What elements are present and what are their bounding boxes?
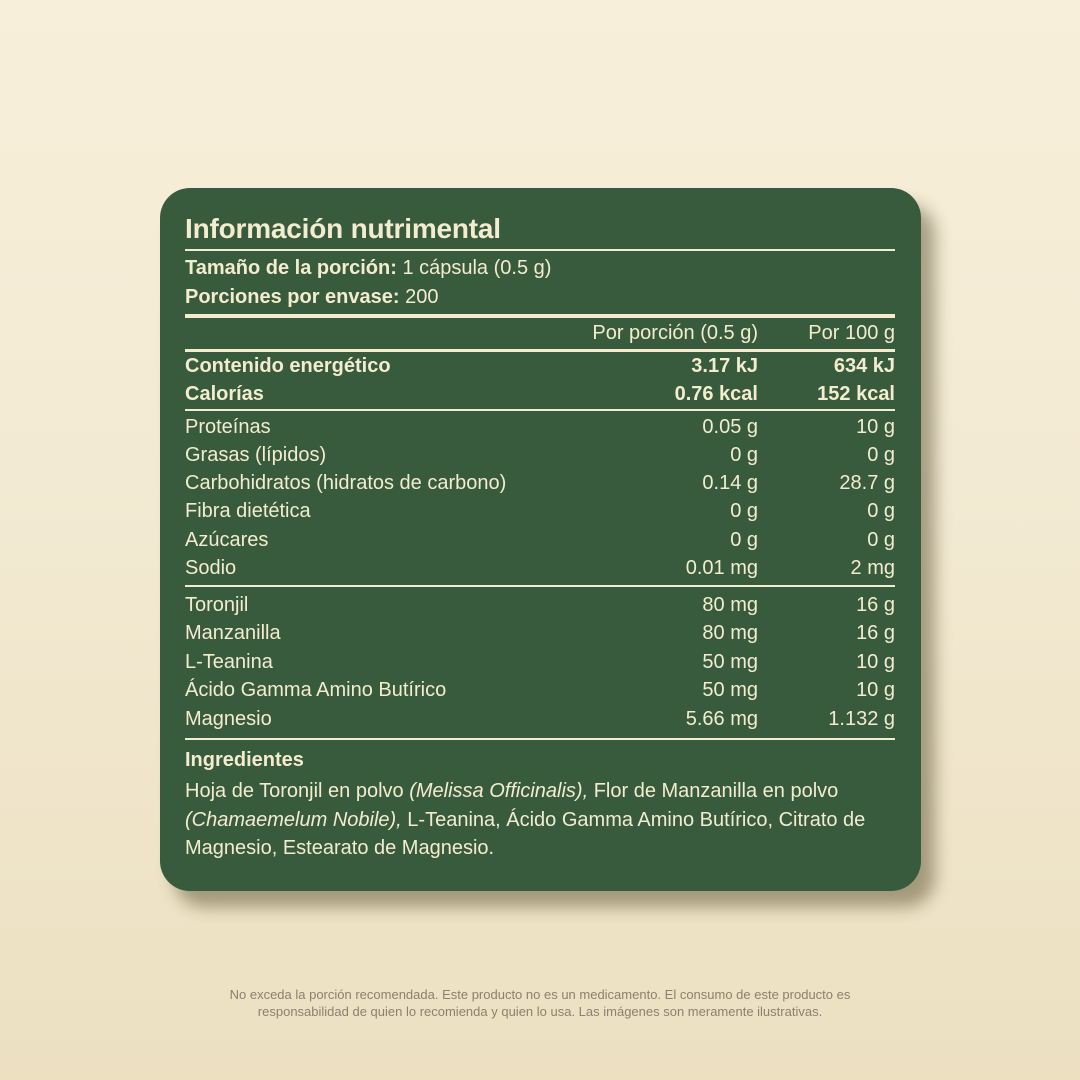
energy-row (185, 352, 895, 380)
servings-divider (185, 314, 895, 318)
nutrient-name: Sodio (185, 557, 237, 579)
nutrient-name: Fibra dietética (185, 500, 311, 522)
per-100g-value: 28.7 g (839, 472, 895, 494)
nutrient-name: L-Teanina (185, 651, 273, 673)
disclaimer-line: responsabilidad de quien lo recomienda y quien lo usa. Las imágenes son meramente ilustrativas. (257, 1004, 823, 1019)
per-serving-value: 5.66 mg (685, 708, 758, 730)
nutrient-name: Proteínas (185, 416, 271, 438)
per-100g-value: 10 g (856, 679, 895, 701)
nutrient-name: Manzanilla (185, 622, 281, 644)
per-100g-value: 10 g (856, 651, 895, 673)
per-serving-value: 0.05 g (702, 416, 758, 438)
per-serving-value: 0 g (730, 444, 758, 466)
nutrient-name: Carbohidratos (hidratos de carbono) (185, 472, 507, 494)
servings-label: Porciones por envase: (185, 286, 400, 308)
per-100g-value: 0 g (867, 444, 895, 466)
disclaimer-line: No exceda la porción recomendada. Este producto no es un medicamento. El consumo de este producto es (229, 987, 851, 1002)
nutrient-row (185, 441, 895, 469)
nutrient-row (185, 497, 895, 525)
actives-divider (185, 738, 895, 740)
per-100g-value: 634 kJ (833, 355, 895, 377)
nutrient-name: Contenido energético (185, 355, 391, 377)
per-serving-value: 0.01 mg (685, 557, 758, 579)
energy-divider (185, 409, 895, 411)
nutrient-name: Calorías (185, 383, 264, 405)
serving-size-label: Tamaño de la porción: (185, 257, 397, 279)
active-ingredient-row (185, 591, 895, 619)
nutrient-name: Grasas (lípidos) (185, 444, 327, 466)
per-100g-value: 2 mg (850, 557, 895, 579)
nutrient-name: Azúcares (185, 529, 269, 551)
ingredients-scientific-name: (Chamaemelum Nobile), (185, 808, 402, 831)
panel-title: Información nutrimental (185, 213, 501, 244)
per-serving-value: 0.14 g (702, 472, 758, 494)
nutrient-name: Magnesio (185, 708, 272, 730)
active-ingredient-row (185, 648, 895, 676)
title-divider (185, 249, 895, 251)
per-100g-value: 152 kcal (817, 383, 895, 405)
per-serving-value: 0 g (730, 529, 758, 551)
ingredients-part: Hoja de Toronjil en polvo (185, 780, 410, 802)
per-serving-value: 50 mg (702, 651, 758, 673)
ingredients-part: Flor de Manzanilla en polvo (588, 780, 839, 802)
nutrition-facts-panel (160, 188, 921, 891)
per-serving-value: 0.76 kcal (674, 383, 758, 405)
servings-value: 200 (405, 286, 439, 308)
per-100g-value: 0 g (867, 529, 895, 551)
per-100g-value: 1.132 g (828, 708, 895, 730)
ingredients-text (185, 777, 885, 863)
per-100g-value: 16 g (856, 594, 895, 616)
serving-size-row (185, 255, 551, 281)
per-100g-value: 16 g (856, 622, 895, 644)
nutrients-divider (185, 585, 895, 587)
active-ingredient-row (185, 619, 895, 647)
active-ingredient-row (185, 676, 895, 704)
per-serving-value: 80 mg (702, 594, 758, 616)
per-serving-value: 50 mg (702, 679, 758, 701)
per-100g-value: 10 g (856, 416, 895, 438)
calories-row (185, 380, 895, 408)
servings-per-container-row (185, 284, 438, 310)
nutrient-name: Toronjil (185, 594, 249, 616)
ingredients-title: Ingredientes (185, 749, 304, 771)
per-100g-value: 0 g (867, 500, 895, 522)
column-header-per-serving: Por porción (0.5 g) (592, 322, 758, 344)
nutrient-row (185, 413, 895, 441)
serving-size-value: 1 cápsula (0.5 g) (402, 257, 552, 279)
nutrient-row (185, 469, 895, 497)
nutrient-row (185, 554, 895, 582)
active-ingredient-row (185, 705, 895, 733)
column-header-row (185, 319, 895, 347)
ingredients-scientific-name: (Melissa Officinalis), (409, 780, 589, 802)
ingredients-part: L-Teanina, Ácido Gamma Amino Butírico, Citrato de Magnesio, Estearato de Magnesio. (185, 808, 866, 859)
per-serving-value: 0 g (730, 500, 758, 522)
nutrient-name: Ácido Gamma Amino Butírico (185, 679, 447, 701)
column-header-per-100g: Por 100 g (808, 322, 895, 344)
nutrient-row (185, 526, 895, 554)
per-serving-value: 80 mg (702, 622, 758, 644)
legal-disclaimer (0, 986, 1080, 1020)
per-serving-value: 3.17 kJ (691, 355, 758, 377)
